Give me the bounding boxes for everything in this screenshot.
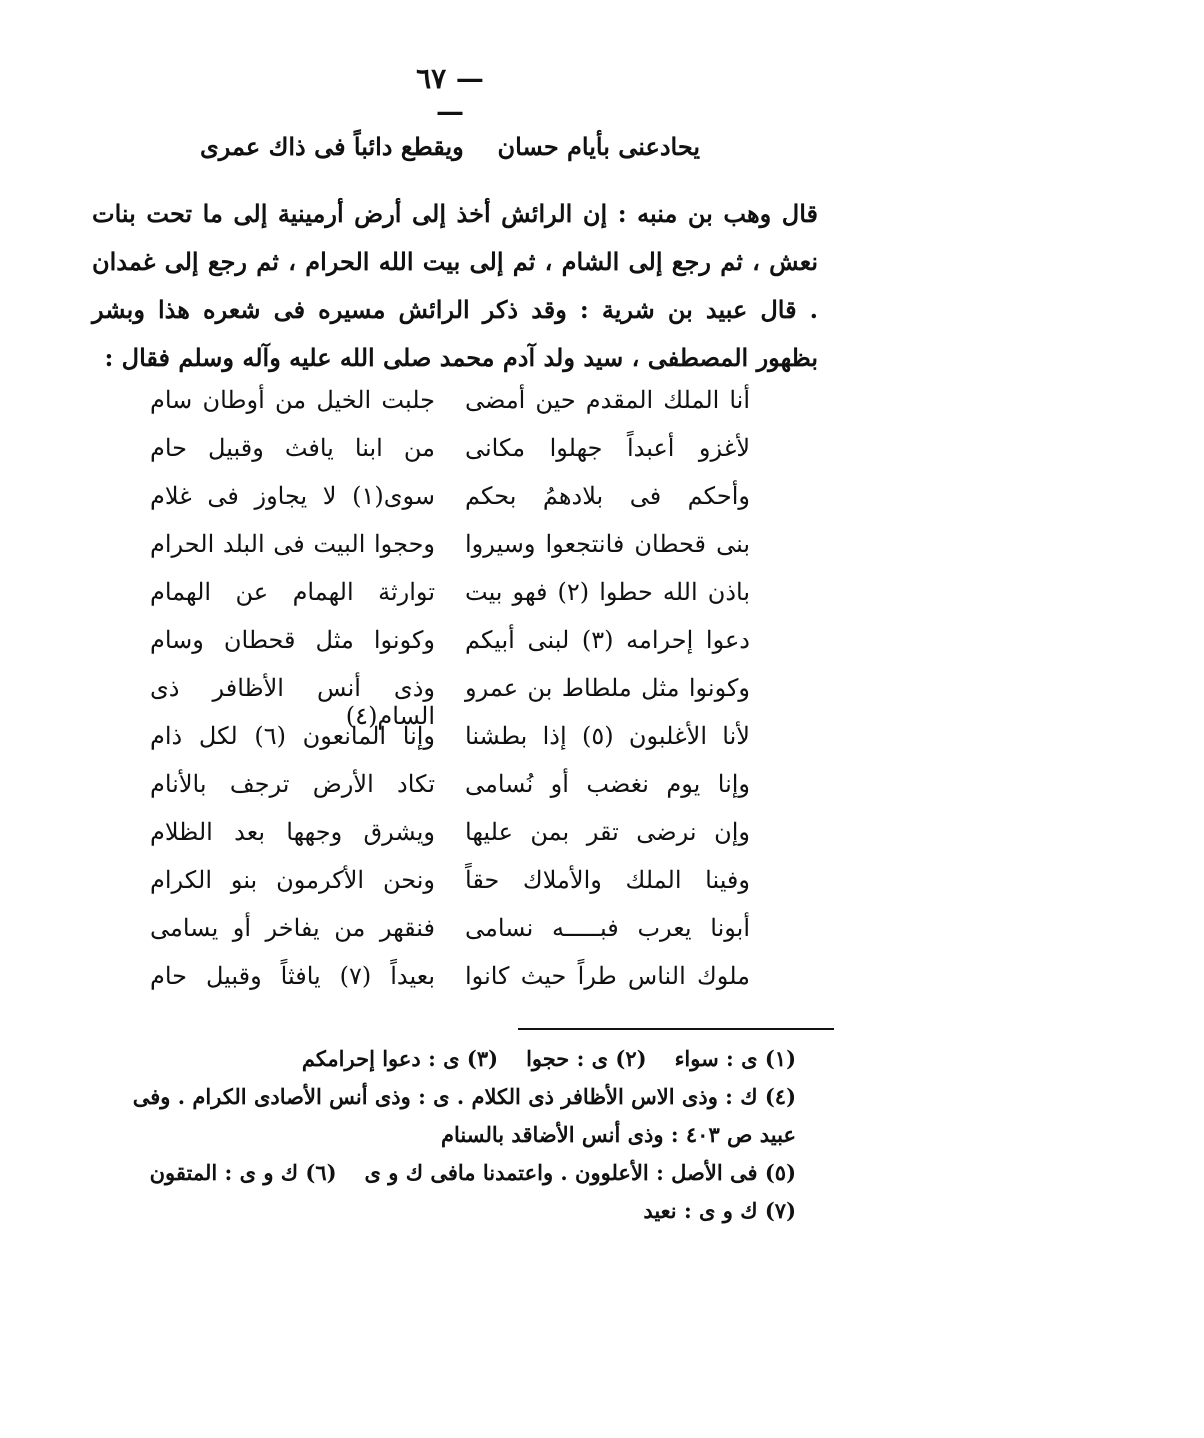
poem-verse — [150, 674, 750, 730]
poem-verse — [150, 962, 750, 1010]
verse-second-hemistich: وذى أنس الأظافر ذى السام(٤) — [150, 674, 435, 730]
poem-verse — [150, 482, 750, 530]
verse-first-hemistich: لأنا الأغلبون (٥) إذا بطشنا — [465, 722, 750, 750]
footnote-line: (٧) ك و ى : نعيد — [643, 1198, 796, 1223]
poem-verse — [150, 818, 750, 866]
verse-first-hemistich: أنا الملك المقدم حين أمضى — [465, 386, 750, 414]
verse-first-hemistich: وإنا يوم نغضب أو نُسامى — [465, 770, 750, 798]
verse-second-hemistich: جلبت الخيل من أوطان سام — [150, 386, 435, 414]
verse-first-hemistich: باذن الله حطوا (٢) فهو بيت — [465, 578, 751, 606]
footnote-divider — [518, 1028, 834, 1030]
verse-first-hemistich: وإن نرضى تقر بمن عليها — [465, 818, 750, 846]
verse-second-hemistich: من ابنا يافث وقبيل حام — [150, 434, 435, 462]
verse-second-hemistich: توارثة الهمام عن الهمام — [150, 578, 435, 606]
footnote-line: (٤) ك : وذى الاس الأظافر ذى الكلام . ى : وذى أنس الأصادى الكرام . وفى — [132, 1084, 796, 1109]
footnote: (٣) ى : دعوا إحرامكم — [301, 1046, 499, 1071]
footnotes — [96, 1040, 796, 1230]
verse-second-hemistich: وكونوا مثل قحطان وسام — [150, 626, 435, 654]
verse-first-hemistich: يحادعنى بأيام حسان — [497, 132, 700, 161]
verse-first-hemistich: أبونا يعرب فبـــــه نسامى — [465, 914, 750, 942]
lead-verse — [200, 132, 700, 172]
poem-verse — [150, 626, 750, 674]
verse-second-hemistich: ويشرق وجهها بعد الظلام — [150, 818, 435, 846]
verse-second-hemistich: ونحن الأكرمون بنو الكرام — [150, 866, 435, 894]
poem-verse — [150, 770, 750, 818]
verse-second-hemistich: ويقطع دائباً فى ذاك عمرى — [200, 132, 464, 161]
footnote: (١) ى : سواء — [674, 1046, 796, 1071]
verse-second-hemistich: بعيداً (٧) يافثاً وقبيل حام — [150, 962, 435, 990]
footnote: (٢) ى : حجوا — [526, 1046, 647, 1071]
verse-second-hemistich: وإنا المانعون (٦) لكل ذام — [150, 722, 435, 750]
footnote-line: عبيد ص ٤٠٣ : وذى أنس الأضاقد بالسنام — [441, 1122, 796, 1147]
poem-verse — [150, 578, 750, 626]
footnote: (٦) ك و ى : المتقون — [149, 1160, 337, 1185]
verse-first-hemistich: دعوا إحرامه (٣) لبنى أبيكم — [465, 626, 750, 654]
verse-first-hemistich: بنى قحطان فانتجعوا وسيروا — [465, 530, 750, 558]
verse-second-hemistich: تكاد الأرض ترجف بالأنام — [150, 770, 435, 798]
footnote-line — [96, 1040, 796, 1078]
poem — [150, 386, 750, 1010]
prose-paragraph: قال وهب بن منبه : إن الرائش أخذ إلى أرض أرمينية إلى ما تحت بنات نعش ، ثم رجع إلى الشام ، ثم إلى بيت الله الحرام ، ثم رجع إلى غمدان . قال عبيد بن شرية : وقد ذكر الرائش مسيره فى شعره هذا وبشر بظهور المصطفى ، سيد ولد آدم محمد صلى الله عليه وآله وسلم فقال : — [92, 199, 819, 372]
verse-first-hemistich: وأحكم فى بلادهمُ بحكم — [465, 482, 750, 510]
footnote: (٥) فى الأصل : الأعلوون . واعتمدنا مافى ك و ى — [364, 1160, 796, 1185]
poem-verse — [150, 722, 750, 770]
verse-second-hemistich: سوى(١) لا يجاوز فى غلام — [150, 482, 435, 510]
footnote-line — [96, 1154, 796, 1192]
verse-first-hemistich: ملوك الناس طراً حيث كانوا — [465, 962, 750, 990]
verse-first-hemistich: وفينا الملك والأملاك حقاً — [465, 866, 750, 894]
verse-first-hemistich: لأغزو أعبداً جهلوا مكانى — [465, 434, 750, 462]
verse-first-hemistich: وكونوا مثل ملطاط بن عمرو — [465, 674, 750, 702]
page-number: — ٦٧ — — [416, 62, 484, 128]
poem-verse — [150, 914, 750, 962]
verse-second-hemistich: فنقهر من يفاخر أو يسامى — [150, 914, 435, 942]
poem-verse — [150, 434, 750, 482]
verse-second-hemistich: وحجوا البيت فى البلد الحرام — [150, 530, 435, 558]
poem-verse — [150, 866, 750, 914]
poem-verse — [150, 530, 750, 578]
poem-verse — [150, 386, 750, 434]
